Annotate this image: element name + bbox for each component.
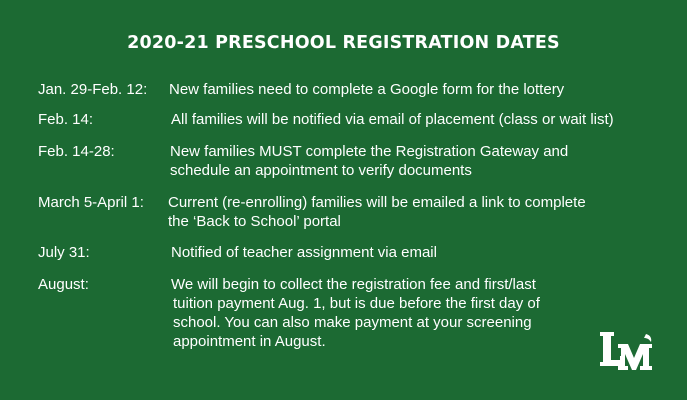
schedule-description (171, 275, 540, 351)
description-line: We will begin to collect the registration fee and first/last (171, 276, 536, 293)
page-title: 2020-21 PRESCHOOL REGISTRATION DATES (127, 33, 560, 53)
description-line: appointment in August. (173, 333, 326, 350)
description-line: the ‘Back to School’ portal (168, 213, 341, 230)
schedule-description (171, 243, 437, 262)
description-line: Current (re-enrolling) families will be emailed a link to complete (168, 194, 586, 211)
school-monogram-logo-icon (598, 330, 654, 372)
description-line: schedule an appointment to verify documents (170, 162, 472, 179)
description-line: All families will be notified via email of placement (class or wait list) (171, 111, 614, 128)
schedule-description (170, 142, 568, 180)
description-line: New families need to complete a Google form for the lottery (169, 81, 565, 98)
schedule-date: Feb. 14-28: (38, 143, 115, 160)
schedule-description (169, 80, 564, 99)
schedule-date: July 31: (38, 244, 90, 261)
schedule-date: March 5-April 1: (38, 194, 144, 211)
description-line: tuition payment Aug. 1, but is due before the first day of (173, 295, 540, 312)
schedule-date: August: (38, 276, 89, 293)
schedule-description (171, 110, 614, 129)
schedule-date: Jan. 29-Feb. 12: (38, 81, 148, 98)
description-line: New families MUST complete the Registration Gateway and (170, 143, 569, 160)
description-line: school. You can also make payment at your screening (173, 314, 532, 331)
description-line: Notified of teacher assignment via email (171, 244, 437, 261)
schedule-date: Feb. 14: (38, 111, 94, 128)
schedule-description (168, 193, 586, 231)
